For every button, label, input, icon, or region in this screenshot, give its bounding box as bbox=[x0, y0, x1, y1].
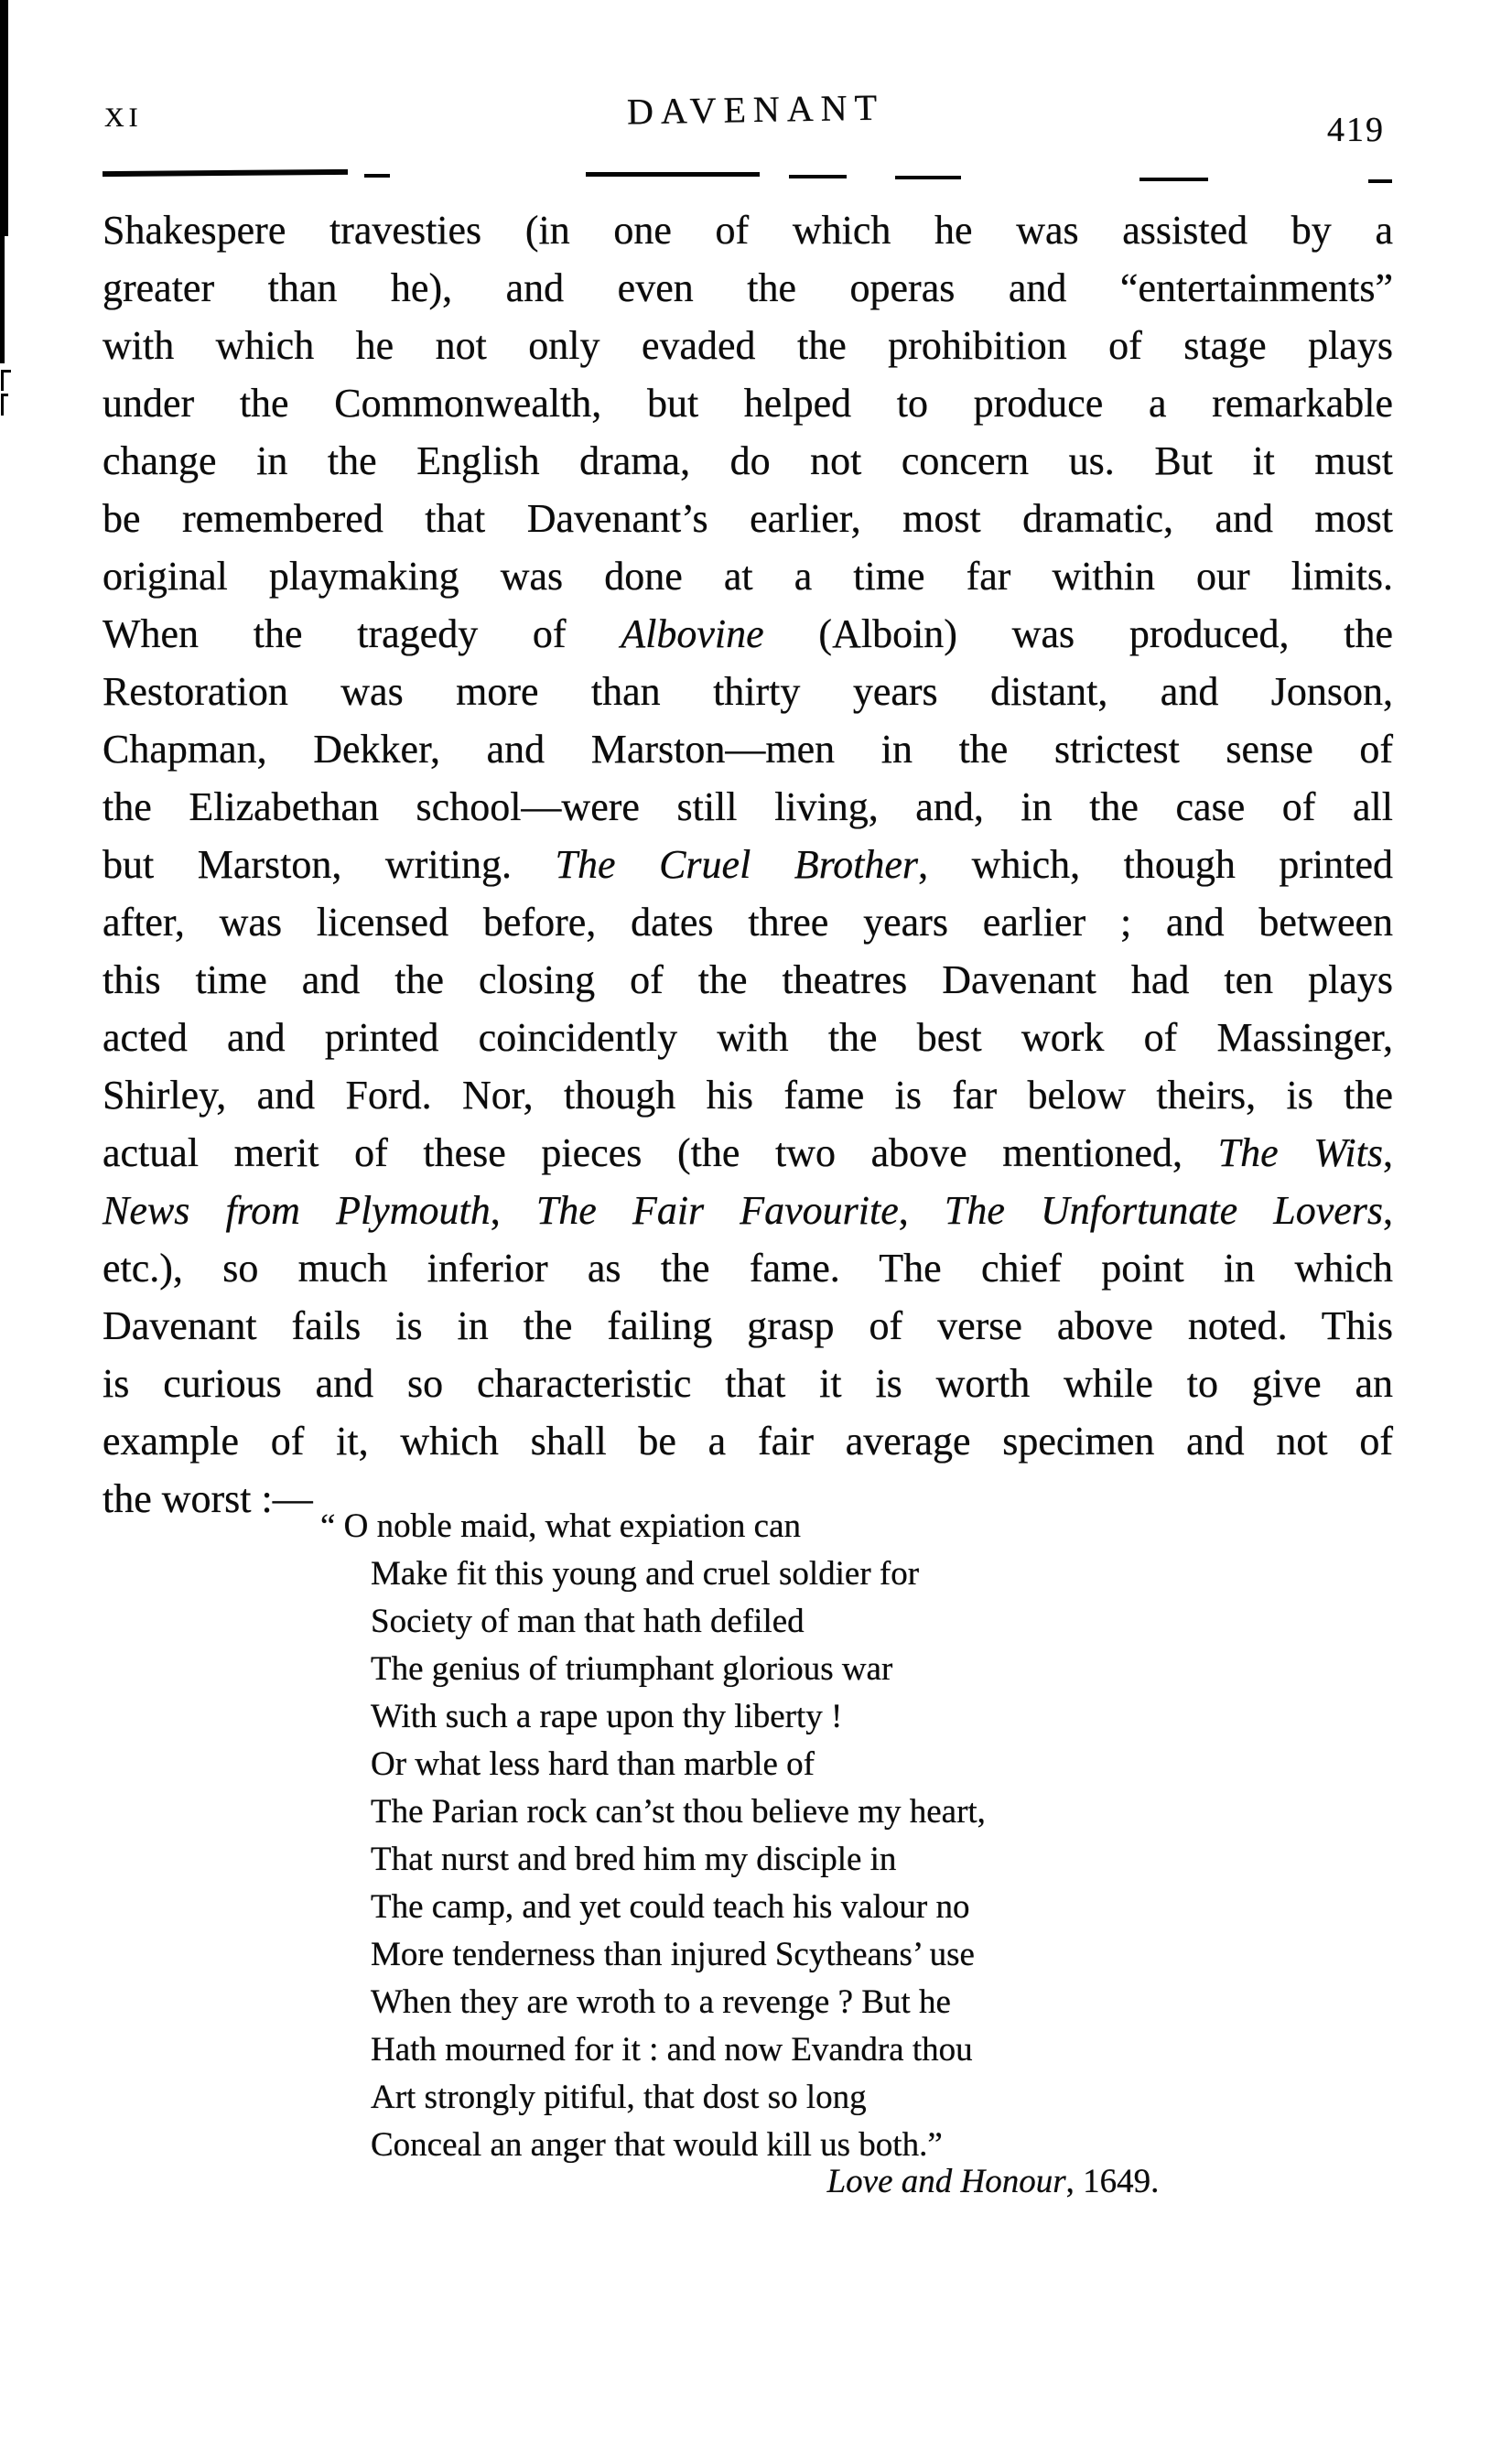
poem-line: With such a rape upon thy liberty ! bbox=[371, 1698, 843, 1735]
body-line: Davenant fails is in the failing grasp of verse above noted. This bbox=[103, 1303, 1393, 1348]
poem-line: The camp, and yet could teach his valour no bbox=[371, 1888, 970, 1926]
scan-edge-mark bbox=[1, 370, 11, 373]
attribution-year: , 1649. bbox=[1065, 2163, 1160, 2200]
rule-segment bbox=[364, 174, 390, 178]
scan-edge-mark bbox=[1, 394, 8, 396]
scan-edge-mark bbox=[1, 395, 4, 416]
rule-segment bbox=[103, 169, 348, 177]
running-title: DAVENANT bbox=[627, 86, 885, 133]
body-text bbox=[103, 201, 1393, 1528]
body-line: with which he not only evaded the prohibition of stage plays bbox=[103, 323, 1393, 368]
body-line: example of it, which shall be a fair average specimen and not of bbox=[103, 1419, 1393, 1464]
poem-line: More tenderness than injured Scytheans’ use bbox=[371, 1936, 975, 1973]
running-title-row bbox=[0, 88, 1512, 131]
rule-segment bbox=[789, 175, 847, 178]
poem-line: The genius of triumphant glorious war bbox=[371, 1650, 893, 1688]
body-line: When the tragedy of Albovine (Alboin) was produced, the bbox=[103, 611, 1393, 656]
poem-line: That nurst and bred him my disciple in bbox=[371, 1841, 897, 1878]
chapter-number: XI bbox=[104, 103, 143, 133]
body-line: the Elizabethan school—were still living, and, in the case of all bbox=[103, 784, 1393, 829]
rule-segment bbox=[1368, 179, 1392, 183]
body-line: this time and the closing of the theatres Davenant had ten plays bbox=[103, 957, 1393, 1002]
poem-attribution bbox=[796, 2162, 1190, 2201]
poem-line: “ O noble maid, what expiation can bbox=[320, 1507, 802, 1545]
poem-line: When they are wroth to a revenge ? But he bbox=[371, 1983, 951, 2021]
body-line: greater than he), and even the operas and “entertainments” bbox=[103, 265, 1393, 310]
body-line: after, was licensed before, dates three years earlier ; and between bbox=[103, 900, 1393, 945]
poem-line: Art strongly pitiful, that dost so long bbox=[371, 2079, 867, 2116]
body-line: etc.), so much inferior as the fame. The chief point in which bbox=[103, 1246, 1393, 1291]
body-line: Shakespere travesties (in one of which he was assisted by a bbox=[103, 208, 1393, 253]
body-line: the worst :— bbox=[103, 1476, 313, 1521]
body-line: under the Commonwealth, but helped to produce a remarkable bbox=[103, 381, 1393, 426]
body-line: Chapman, Dekker, and Marston—men in the strictest sense of bbox=[103, 727, 1393, 772]
poem-line: Society of man that hath defiled bbox=[371, 1603, 805, 1640]
poem-line: Conceal an anger that would kill us both.” bbox=[371, 2126, 943, 2164]
poem-quote bbox=[320, 1503, 986, 2169]
attribution-work-title: Love and Honour bbox=[826, 2163, 1066, 2200]
scan-gutter-bar bbox=[0, 233, 5, 363]
body-line: Restoration was more than thirty years distant, and Jonson, bbox=[103, 669, 1393, 714]
poem-line: The Parian rock can’st thou believe my heart, bbox=[371, 1793, 986, 1831]
body-line: actual merit of these pieces (the two above mentioned, The Wits, bbox=[103, 1130, 1394, 1175]
body-line: News from Plymouth, The Fair Favourite, The Unfortunate Lovers, bbox=[103, 1188, 1394, 1233]
body-line: but Marston, writing. The Cruel Brother, which, though printed bbox=[103, 842, 1394, 887]
poem-line: Make fit this young and cruel soldier for bbox=[371, 1555, 920, 1593]
body-line: original playmaking was done at a time far within our limits. bbox=[103, 554, 1393, 599]
rule-segment bbox=[895, 176, 961, 179]
poem-line: Or what less hard than marble of bbox=[371, 1745, 815, 1783]
poem-line: Hath mourned for it : and now Evandra thou bbox=[371, 2031, 973, 2069]
body-line: change in the English drama, do not concern us. But it must bbox=[103, 438, 1393, 483]
body-line: be remembered that Davenant’s earlier, most dramatic, and most bbox=[103, 496, 1393, 541]
rule-segment bbox=[586, 172, 760, 177]
page-number: 419 bbox=[1327, 111, 1385, 149]
body-line: is curious and so characteristic that it is worth while to give an bbox=[103, 1361, 1393, 1406]
scan-edge-mark bbox=[1, 370, 4, 391]
body-line: Shirley, and Ford. Nor, though his fame is far below theirs, is the bbox=[103, 1073, 1393, 1118]
body-line: acted and printed coincidently with the best work of Massinger, bbox=[103, 1015, 1393, 1060]
rule-segment bbox=[1139, 178, 1208, 181]
